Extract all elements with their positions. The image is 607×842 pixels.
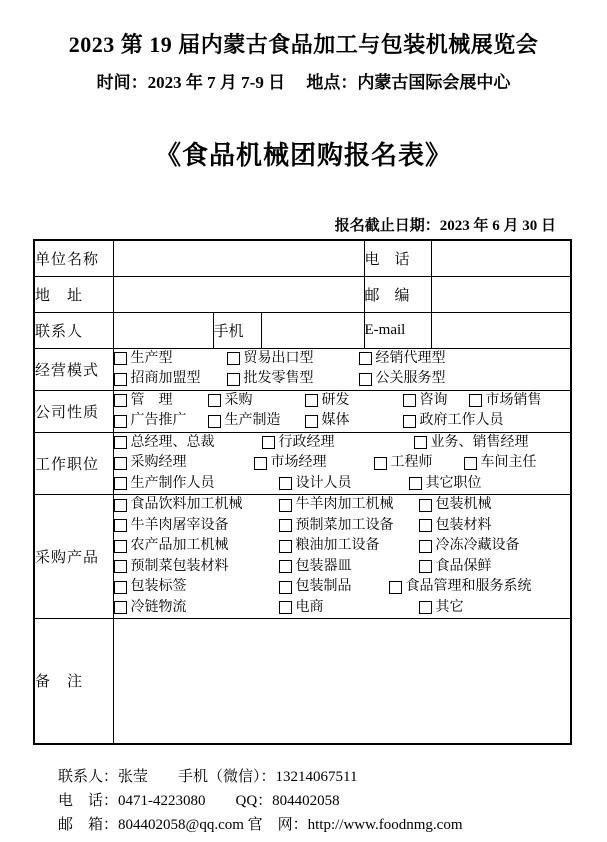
company-nature-label: 公司性质 bbox=[34, 390, 113, 432]
checkbox-option[interactable] bbox=[114, 453, 254, 474]
checkbox-icon[interactable] bbox=[469, 394, 482, 407]
phone-input[interactable] bbox=[431, 240, 571, 276]
checkbox-option[interactable] bbox=[305, 391, 403, 412]
checkbox-icon[interactable] bbox=[262, 436, 275, 449]
footer-phone-line: 电 话：0471-4223080 QQ：804402058 bbox=[58, 792, 340, 809]
checkbox-option[interactable] bbox=[114, 349, 227, 370]
purchase-products-label: 采购产品 bbox=[34, 495, 113, 619]
checkbox-option-label: 包装标签 bbox=[130, 579, 187, 594]
footer-contact-info bbox=[58, 765, 607, 837]
registration-table bbox=[33, 239, 572, 745]
form-title: 《食品机械团购报名表》 bbox=[154, 141, 452, 170]
checkbox-option[interactable] bbox=[227, 349, 359, 370]
checkbox-option[interactable] bbox=[114, 598, 279, 619]
checkbox-option[interactable] bbox=[414, 433, 529, 454]
checkbox-icon[interactable] bbox=[114, 436, 127, 449]
page-title: 2023 第 19 届内蒙古食品加工与包装机械展览会 bbox=[68, 32, 539, 57]
checkbox-option[interactable] bbox=[254, 453, 374, 474]
checkbox-option[interactable] bbox=[389, 577, 532, 598]
checkbox-icon[interactable] bbox=[208, 415, 221, 428]
checkbox-option[interactable] bbox=[114, 391, 208, 412]
checkbox-option-label: 食品保鲜 bbox=[435, 558, 492, 574]
checkbox-option[interactable] bbox=[359, 369, 446, 390]
checkbox-option-label: 其它 bbox=[435, 599, 464, 615]
checkbox-icon[interactable] bbox=[305, 394, 318, 407]
checkbox-option-label: 研发 bbox=[321, 392, 350, 408]
checkbox-option-label: 批发零售型 bbox=[243, 371, 314, 386]
footer-email-website-line: 邮 箱：804402058@qq.com 官 网：http://www.foodnmg.com bbox=[58, 816, 463, 833]
table-row bbox=[34, 432, 571, 495]
checkbox-option-label: 电商 bbox=[295, 599, 324, 615]
checkbox-option-label: 咨询 bbox=[419, 392, 448, 408]
checkbox-option[interactable] bbox=[305, 411, 403, 432]
checkbox-option-label: 预制菜包装材料 bbox=[130, 558, 229, 574]
table-row bbox=[34, 495, 571, 619]
table-row bbox=[34, 390, 571, 432]
checkbox-option-label: 设计人员 bbox=[295, 475, 352, 491]
checkbox-option[interactable] bbox=[409, 474, 482, 495]
checkbox-option-label: 贸易出口型 bbox=[243, 350, 314, 366]
business-model-options bbox=[113, 348, 571, 390]
checkbox-option-label: 政府工作人员 bbox=[419, 413, 504, 428]
checkbox-option-label: 管 理 bbox=[130, 392, 173, 408]
checkbox-option[interactable] bbox=[114, 577, 279, 598]
checkbox-option[interactable] bbox=[419, 536, 520, 557]
checkbox-option-label: 其它职位 bbox=[425, 475, 482, 491]
checkbox-icon[interactable] bbox=[254, 457, 267, 470]
checkbox-icon[interactable] bbox=[208, 394, 221, 407]
checkbox-option-label: 食品饮料加工机械 bbox=[130, 497, 243, 512]
email-input[interactable] bbox=[431, 312, 571, 348]
checkbox-option[interactable] bbox=[279, 557, 419, 578]
checkbox-icon[interactable] bbox=[227, 373, 240, 386]
checkbox-option[interactable] bbox=[114, 411, 208, 432]
checkbox-icon[interactable] bbox=[279, 519, 292, 532]
checkbox-icon[interactable] bbox=[414, 436, 427, 449]
checkbox-icon[interactable] bbox=[305, 415, 318, 428]
checkbox-icon[interactable] bbox=[114, 519, 127, 532]
checkbox-option-label: 公关服务型 bbox=[375, 371, 446, 386]
checkbox-icon[interactable] bbox=[227, 352, 240, 365]
checkbox-option[interactable] bbox=[403, 391, 469, 412]
checkbox-option[interactable] bbox=[359, 349, 446, 370]
checkbox-icon[interactable] bbox=[114, 601, 127, 614]
phone-label: 电 话 bbox=[364, 240, 431, 276]
remarks-label: 备 注 bbox=[34, 619, 113, 744]
table-row bbox=[34, 276, 571, 312]
deadline-text: 报名截止日期：2023 年 6 月 30 日 bbox=[334, 218, 556, 234]
event-time-location: 时间：2023 年 7 月 7-9 日 地点：内蒙古国际会展中心 bbox=[96, 73, 511, 92]
company-name-input[interactable] bbox=[113, 240, 364, 276]
checkbox-icon[interactable] bbox=[409, 477, 422, 490]
checkbox-option-label: 广告推广 bbox=[130, 413, 187, 428]
checkbox-icon[interactable] bbox=[464, 457, 477, 470]
checkbox-icon[interactable] bbox=[114, 352, 127, 365]
checkbox-icon[interactable] bbox=[279, 601, 292, 614]
checkbox-option[interactable] bbox=[419, 495, 492, 516]
checkbox-option[interactable] bbox=[279, 474, 409, 495]
remarks-input[interactable] bbox=[113, 619, 571, 744]
job-position-options bbox=[113, 432, 571, 495]
checkbox-option-label: 媒体 bbox=[321, 413, 350, 428]
checkbox-option-label: 总经理、总裁 bbox=[130, 434, 215, 450]
address-label: 地 址 bbox=[34, 276, 113, 312]
checkbox-option[interactable] bbox=[262, 433, 414, 454]
table-row bbox=[34, 240, 571, 276]
checkbox-option[interactable] bbox=[419, 557, 492, 578]
company-name-label: 单位名称 bbox=[34, 240, 113, 276]
checkbox-option[interactable] bbox=[227, 369, 359, 390]
checkbox-icon[interactable] bbox=[114, 394, 127, 407]
checkbox-option[interactable] bbox=[464, 453, 537, 474]
checkbox-icon[interactable] bbox=[279, 560, 292, 573]
checkbox-icon[interactable] bbox=[279, 477, 292, 490]
checkbox-icon[interactable] bbox=[389, 581, 402, 594]
checkbox-option[interactable] bbox=[374, 453, 464, 474]
checkbox-icon[interactable] bbox=[419, 560, 432, 573]
checkbox-option-label: 市场经理 bbox=[270, 455, 327, 470]
checkbox-option-label: 采购 bbox=[224, 392, 253, 408]
address-input[interactable] bbox=[113, 276, 364, 312]
checkbox-option[interactable] bbox=[114, 536, 279, 557]
zip-input[interactable] bbox=[431, 276, 571, 312]
checkbox-option-label: 包装材料 bbox=[435, 517, 492, 533]
checkbox-option-label: 牛羊肉屠宰设备 bbox=[130, 517, 229, 533]
checkbox-option[interactable] bbox=[469, 391, 542, 412]
checkbox-option-label: 生产型 bbox=[130, 350, 173, 366]
zip-label: 邮 编 bbox=[364, 276, 431, 312]
checkbox-icon[interactable] bbox=[114, 540, 127, 553]
email-label: E-mail bbox=[364, 312, 431, 348]
checkbox-icon[interactable] bbox=[419, 601, 432, 614]
checkbox-option[interactable] bbox=[279, 495, 419, 516]
checkbox-option[interactable] bbox=[208, 411, 305, 432]
checkbox-option-label: 农产品加工机械 bbox=[130, 538, 229, 553]
checkbox-option[interactable] bbox=[279, 536, 419, 557]
mobile-label: 手机 bbox=[213, 312, 261, 348]
checkbox-option-label: 生产制造 bbox=[224, 413, 281, 428]
checkbox-option-label: 业务、销售经理 bbox=[430, 434, 529, 450]
checkbox-icon[interactable] bbox=[279, 581, 292, 594]
contact-input[interactable] bbox=[113, 312, 213, 348]
checkbox-option-label: 包装制品 bbox=[295, 579, 352, 594]
checkbox-option-label: 车间主任 bbox=[480, 455, 537, 470]
checkbox-option[interactable] bbox=[114, 495, 279, 516]
checkbox-icon[interactable] bbox=[419, 540, 432, 553]
purchase-products-options bbox=[113, 495, 571, 619]
checkbox-icon[interactable] bbox=[114, 457, 127, 470]
company-nature-options bbox=[113, 390, 571, 432]
contact-label: 联系人 bbox=[34, 312, 113, 348]
business-model-label: 经营模式 bbox=[34, 348, 113, 390]
checkbox-icon[interactable] bbox=[419, 499, 432, 512]
footer-contact-line: 联系人：张莹 手机（微信）：13214067511 bbox=[58, 768, 358, 785]
checkbox-icon[interactable] bbox=[403, 394, 416, 407]
checkbox-option-label: 食品管理和服务系统 bbox=[405, 579, 532, 594]
checkbox-option[interactable] bbox=[208, 391, 305, 412]
table-row bbox=[34, 619, 571, 744]
checkbox-option-label: 招商加盟型 bbox=[130, 371, 201, 386]
checkbox-option[interactable] bbox=[279, 516, 419, 537]
checkbox-option[interactable] bbox=[114, 516, 279, 537]
checkbox-icon[interactable] bbox=[114, 499, 127, 512]
job-position-label: 工作职位 bbox=[34, 432, 113, 495]
checkbox-icon[interactable] bbox=[419, 519, 432, 532]
checkbox-option[interactable] bbox=[279, 598, 419, 619]
checkbox-option-label: 包装器皿 bbox=[295, 558, 352, 574]
checkbox-icon[interactable] bbox=[359, 373, 372, 386]
checkbox-option-label: 行政经理 bbox=[278, 434, 335, 450]
checkbox-icon[interactable] bbox=[403, 415, 416, 428]
checkbox-option[interactable] bbox=[419, 598, 464, 619]
checkbox-icon[interactable] bbox=[114, 415, 127, 428]
mobile-input[interactable] bbox=[261, 312, 364, 348]
checkbox-option-label: 冷链物流 bbox=[130, 599, 187, 615]
checkbox-option-label: 采购经理 bbox=[130, 455, 187, 470]
checkbox-icon[interactable] bbox=[359, 352, 372, 365]
checkbox-option-label: 经销代理型 bbox=[375, 350, 446, 366]
table-row bbox=[34, 312, 571, 348]
checkbox-icon[interactable] bbox=[279, 540, 292, 553]
checkbox-icon[interactable] bbox=[114, 373, 127, 386]
checkbox-option-label: 工程师 bbox=[390, 455, 433, 470]
checkbox-option[interactable] bbox=[419, 516, 492, 537]
checkbox-option[interactable] bbox=[279, 577, 389, 598]
checkbox-option-label: 冷冻冷藏设备 bbox=[435, 538, 520, 553]
checkbox-option-label: 包装机械 bbox=[435, 497, 492, 512]
checkbox-option[interactable] bbox=[114, 474, 279, 495]
checkbox-icon[interactable] bbox=[374, 457, 387, 470]
checkbox-option-label: 市场销售 bbox=[485, 392, 542, 408]
checkbox-icon[interactable] bbox=[114, 477, 127, 490]
checkbox-option-label: 预制菜加工设备 bbox=[295, 517, 394, 533]
checkbox-option[interactable] bbox=[114, 433, 262, 454]
checkbox-icon[interactable] bbox=[114, 581, 127, 594]
checkbox-option-label: 粮油加工设备 bbox=[295, 538, 380, 553]
checkbox-option-label: 牛羊肉加工机械 bbox=[295, 497, 394, 512]
checkbox-icon[interactable] bbox=[114, 560, 127, 573]
checkbox-option[interactable] bbox=[403, 411, 504, 432]
checkbox-option-label: 生产制作人员 bbox=[130, 475, 215, 491]
checkbox-icon[interactable] bbox=[279, 499, 292, 512]
checkbox-option[interactable] bbox=[114, 557, 279, 578]
table-row bbox=[34, 348, 571, 390]
checkbox-option[interactable] bbox=[114, 369, 227, 390]
